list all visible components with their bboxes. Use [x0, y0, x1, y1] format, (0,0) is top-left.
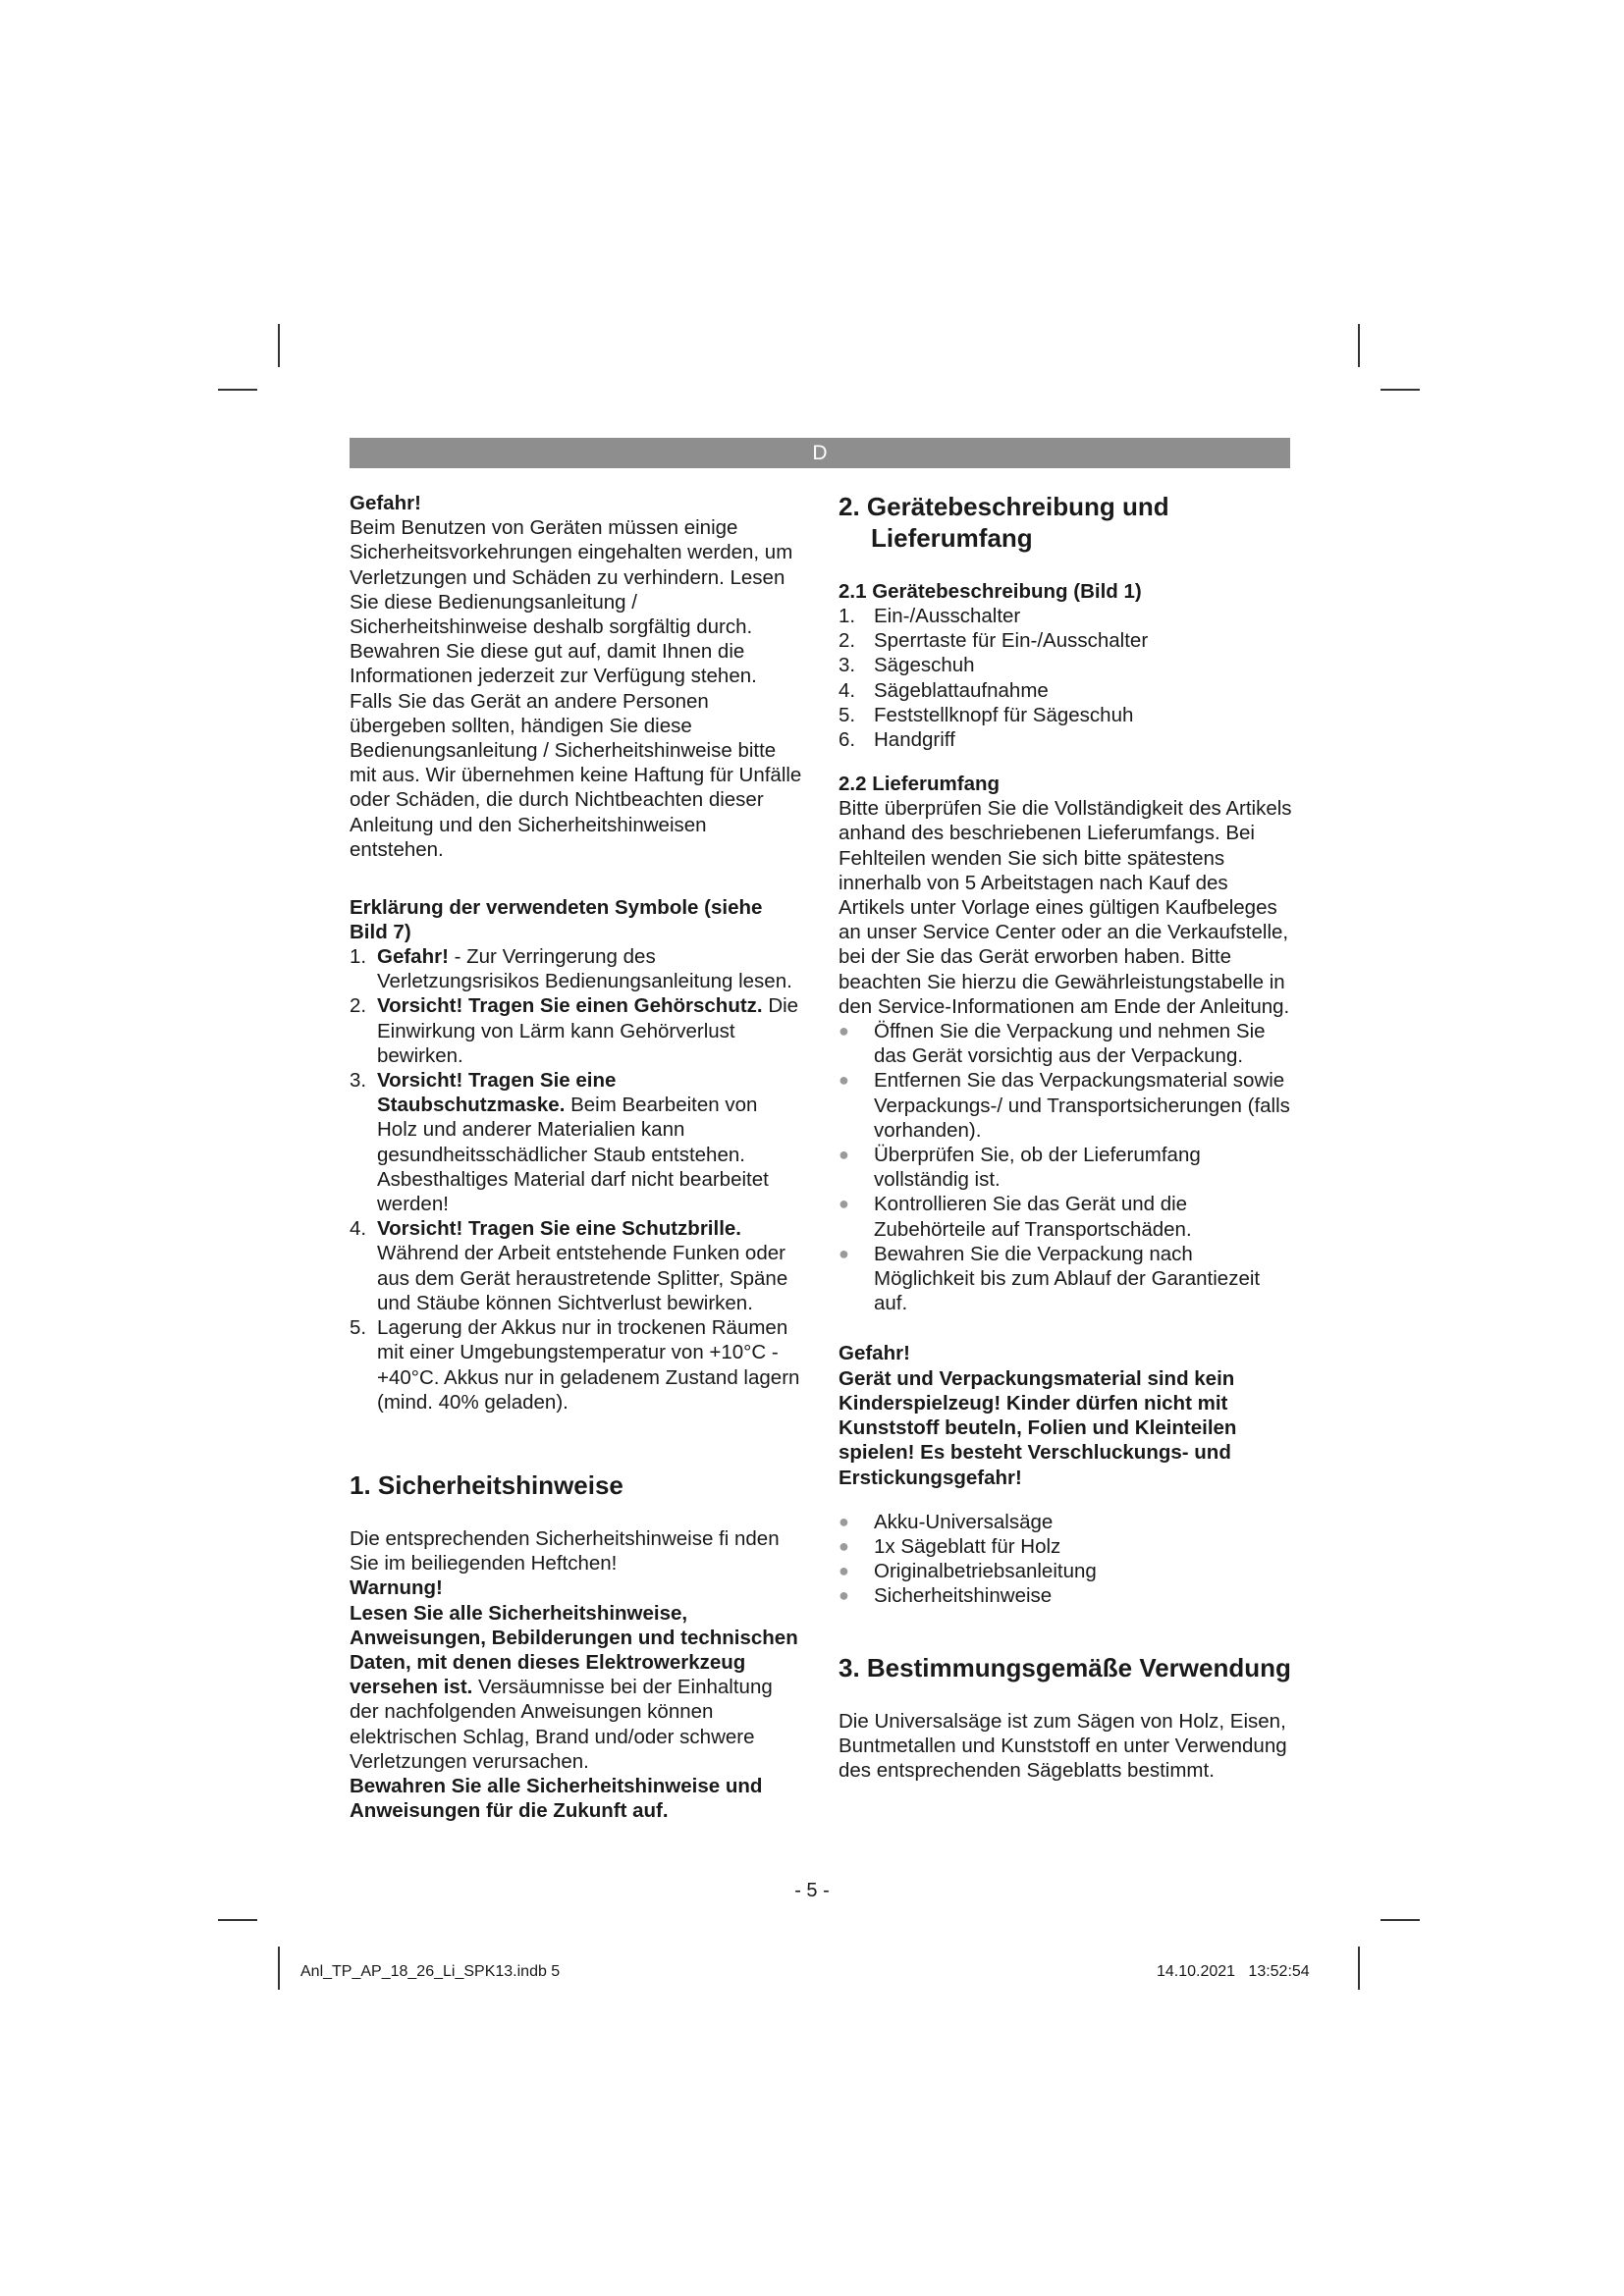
file-name: Anl_TP_AP_18_26_Li_SPK13.indb 5 — [300, 1963, 561, 1980]
parts-list-item: 1. Ein-/Ausschalter — [839, 605, 1021, 627]
parts-list-item: 5. Feststellknopf für Sägeschuh — [839, 703, 1134, 726]
warnung-paragraph: Lesen Sie alle Sicherheitshinweise, Anweisungen, Bebilderungen und technischen Daten, mit denen dieses Elektrowerkzeug versehen ist. Versäumnisse bei der Einhaltung der nachfolgenden Anweisungen können elektrischen Schlag, Brand und/oder schwere Verletzungen verursachen. — [350, 1601, 798, 1773]
bullet-icon: ● — [839, 1243, 849, 1263]
list-item: ● Entfernen Sie das Verpackungsmaterial sowie Verpackungs-/ und Transportsicherungen (falls vorhanden). — [839, 1069, 1290, 1142]
bullet-icon: ● — [839, 1561, 849, 1581]
right-column — [839, 491, 1292, 1783]
crop-mark-top-left-h — [218, 389, 257, 391]
bewahren-note: Bewahren Sie alle Sicherheitshinweise und Anweisungen für die Zukunft auf. — [350, 1774, 763, 1823]
crop-mark-bottom-left — [278, 1947, 280, 1990]
symbols-list — [350, 944, 803, 1415]
bullet-icon: ● — [839, 1535, 849, 1556]
lieferumfang-paragraph: Bitte überprüfen Sie die Vollständigkeit des Artikels anhand des beschriebenen Lieferumfangs. Bei Fehlteilen wenden Sie sich bitte spätestens innerhalb von 5 Arbeitstagen nach Kauf des Artikels unter Vorlage eines gültigen Kaufbeleges an unser Service Center oder an die Verkaufstelle, bei der Sie das Gerät erworben haben. Bitte beachten Sie hierzu die Gewährleistungstabelle in den Service-Informationen am Ende der Anleitung. — [839, 797, 1292, 1018]
bullet-icon: ● — [839, 1021, 849, 1041]
symbols-list-item: 2. Vorsicht! Tragen Sie einen Gehörschutz. Die Einwirkung von Lärm kann Gehörverlust bewirken. — [350, 994, 799, 1067]
crop-mark-top-right — [1358, 324, 1360, 367]
warnung-heading: Warnung! — [350, 1576, 443, 1600]
gefahr-heading: Gefahr! — [350, 492, 421, 514]
section-1-title: 1. Sicherheitshinweise — [350, 1469, 623, 1500]
unpacking-steps-list — [839, 1019, 1292, 1315]
section-3-title: 3. Bestimmungsgemäße Verwendung — [839, 1652, 1291, 1682]
list-item: ● Sicherheitshinweise — [839, 1584, 1053, 1608]
list-item: ● 1x Sägeblatt für Holz — [839, 1534, 1061, 1558]
parts-list-item: 2. Sperrtaste für Ein-/Ausschalter — [839, 629, 1149, 653]
bullet-icon: ● — [839, 1070, 849, 1091]
subsection-2-1-title: 2.1 Gerätebeschreibung (Bild 1) — [839, 580, 1142, 603]
language-code: D — [812, 442, 828, 464]
list-item: ● Kontrollieren Sie das Gerät und die Zubehörteile auf Transportschäden. — [839, 1193, 1192, 1241]
list-item: ● Bewahren Sie die Verpackung nach Möglichkeit bis zum Ablauf der Garantiezeit auf. — [839, 1242, 1261, 1315]
gefahr-paragraph: Beim Benutzen von Geräten müssen einige Sicherheitsvorkehrungen eingehalten werden, um Verletzungen und Schäden zu verhindern. Lesen Sie diese Bedienungsanleitung / Sicherheitshinweise deshalb sorgfältig durch. Bewahren Sie diese gut auf, damit Ihnen die Informationen jederzeit zur Verfügung stehen. Falls Sie das Gerät an andere Personen übergeben sollten, händigen Sie diese Bedienungsanleitung / Sicherheitshinweise bitte mit aus. Wir übernehmen keine Haftung für Unfälle oder Schäden, die durch Nichtbeachten dieser Anleitung und den Sicherheitshinweisen entstehen. — [350, 516, 802, 861]
left-column — [350, 491, 803, 1823]
bullet-icon: ● — [839, 1194, 849, 1214]
bullet-icon: ● — [839, 1511, 849, 1531]
crop-mark-top-right-h — [1380, 389, 1420, 391]
symbols-list-item: 1. Gefahr! - Zur Verringerung des Verletzungsrisikos Bedienungsanleitung lesen. — [350, 945, 792, 993]
list-item: ● Öffnen Sie die Verpackung und nehmen Sie das Gerät vorsichtig aus der Verpackung. — [839, 1020, 1266, 1068]
crop-mark-bottom-left-h — [218, 1919, 257, 1921]
gefahr-2-paragraph: Gerät und Verpackungsmaterial sind kein Kinderspielzeug! Kinder dürfen nicht mit Kunststoff beuteln, Folien und Kleinteilen spielen! Es besteht Verschluckungs- und Erstickungsgefahr! — [839, 1366, 1237, 1489]
symbols-heading: Erklärung der verwendeten Symbole (siehe Bild 7) — [350, 896, 763, 944]
list-item: ● Überprüfen Sie, ob der Lieferumfang vollständig ist. — [839, 1144, 1201, 1192]
parts-list — [839, 604, 1292, 752]
bullet-icon: ● — [839, 1145, 849, 1165]
bullet-icon: ● — [839, 1585, 849, 1606]
crop-mark-top-left — [278, 324, 280, 367]
symbols-list-item: 3. Vorsicht! Tragen Sie eine Staubschutzmaske. Beim Bearbeiten von Holz und anderer Materialien kann gesundheitsschädlicher Staub entstehen. Asbesthaltiges Material darf nicht bearbeitet werden! — [350, 1069, 769, 1216]
page-number: - 5 - — [794, 1880, 830, 1901]
contents-list — [839, 1510, 1292, 1609]
list-item: ● Akku-Universalsäge — [839, 1510, 1054, 1533]
list-item: ● Originalbetriebsanleitung — [839, 1560, 1097, 1583]
symbols-list-item: 4. Vorsicht! Tragen Sie eine Schutzbrille. Während der Arbeit entstehende Funken oder aus dem Gerät heraustretende Splitter, Späne und Stäube können Sichtverlust bewirken. — [350, 1217, 788, 1314]
crop-mark-bottom-right-h — [1380, 1919, 1420, 1921]
section-3-paragraph: Die Universalsäge ist zum Sägen von Holz, Eisen, Buntmetallen und Kunststoff en unter Verwendung des entsprechenden Sägeblatts bestimmt. — [839, 1709, 1287, 1782]
gefahr-2-heading: Gefahr! — [839, 1342, 910, 1365]
subsection-2-2-title: 2.2 Lieferumfang — [839, 773, 1001, 796]
symbols-list-item: 5. Lagerung der Akkus nur in trockenen Räumen mit einer Umgebungstemperatur von +10°C - +40°C. Akkus nur in geladenem Zustand lagern (mind. 40% geladen). — [350, 1316, 800, 1414]
section-1-intro: Die entsprechenden Sicherheitshinweise fi nden Sie im beiliegenden Heftchen! — [350, 1526, 780, 1575]
crop-mark-bottom-right — [1358, 1947, 1360, 1990]
print-timestamp: 14.10.2021 13:52:54 — [1157, 1963, 1310, 1980]
parts-list-item: 4. Sägeblattaufnahme — [839, 678, 1049, 702]
parts-list-item: 6. Handgriff — [839, 728, 955, 752]
section-2-title: 2. Gerätebeschreibung und Lieferumfang — [839, 492, 1169, 553]
language-header-bar — [350, 438, 1290, 468]
parts-list-item: 3. Sägeschuh — [839, 654, 975, 677]
